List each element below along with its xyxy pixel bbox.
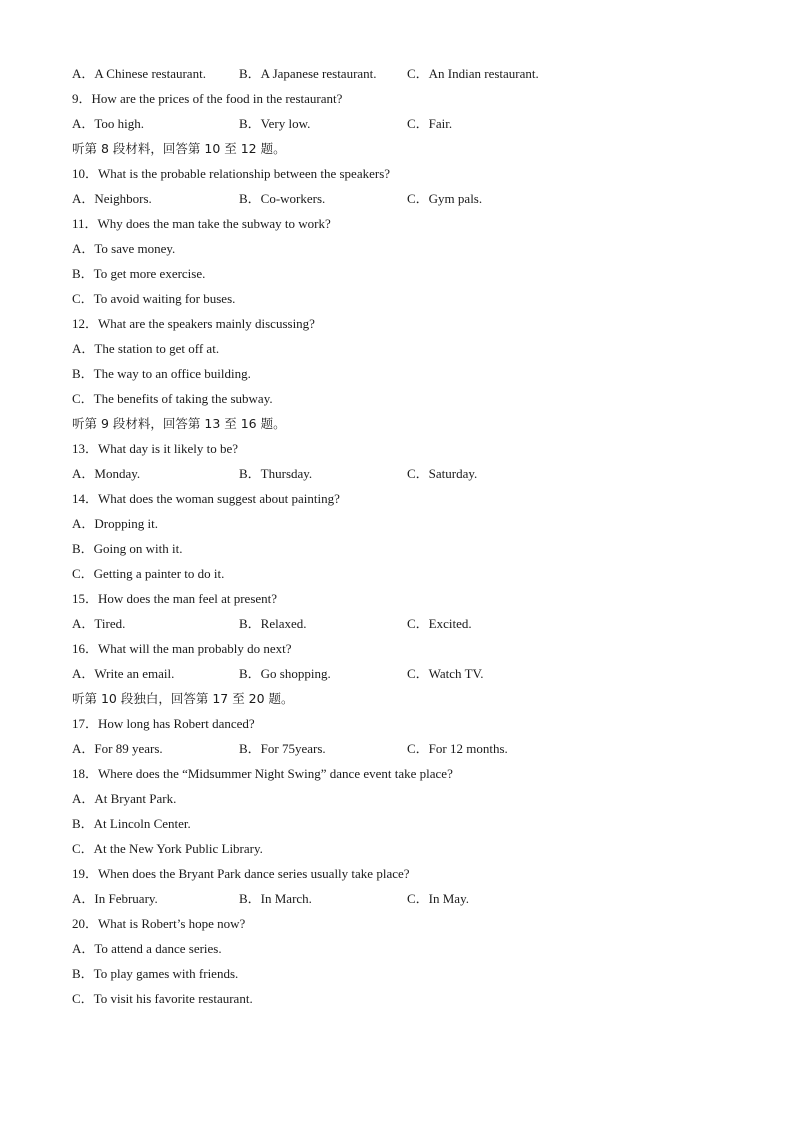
option-a: A．Neighbors. [72, 191, 152, 206]
option-a: A．Tired. [72, 616, 126, 631]
option-a: A．Monday. [72, 466, 141, 481]
option-line: B．At Lincoln Center. [72, 816, 191, 831]
option-b: B．Go shopping. [239, 666, 331, 681]
question-text: 20．What is Robert’s hope now? [72, 916, 246, 931]
option-b: B．For 75years. [239, 741, 326, 756]
section-instruction: 听第 9 段材料，回答第 13 至 16 题。 [72, 416, 286, 431]
option-b: B．Thursday. [239, 466, 313, 481]
option-row [72, 661, 752, 686]
option-c: C．An Indian restaurant. [407, 66, 539, 81]
option-line: B．To play games with friends. [72, 966, 239, 981]
question-text: 10．What is the probable relationship between the speakers? [72, 166, 391, 181]
option-row [72, 611, 752, 636]
question-text: 17．How long has Robert danced? [72, 716, 255, 731]
option-row [72, 886, 752, 911]
question-text: 11．Why does the man take the subway to work? [72, 216, 331, 231]
option-line: B．Going on with it. [72, 541, 183, 556]
option-line: A．To attend a dance series. [72, 941, 222, 956]
option-line: C．To avoid waiting for buses. [72, 291, 236, 306]
question-text: 16．What will the man probably do next? [72, 641, 292, 656]
question-text: 15．How does the man feel at present? [72, 591, 278, 606]
option-line: C．Getting a painter to do it. [72, 566, 225, 581]
option-line: C．The benefits of taking the subway. [72, 391, 273, 406]
option-line: A．The station to get off at. [72, 341, 220, 356]
option-a: A．Write an email. [72, 666, 175, 681]
option-c: C．Fair. [407, 116, 453, 131]
option-a: A．Too high. [72, 116, 145, 131]
option-line: A．Dropping it. [72, 516, 158, 531]
option-line: A．To save money. [72, 241, 176, 256]
option-row [72, 461, 752, 486]
section-instruction: 听第 8 段材料，回答第 10 至 12 题。 [72, 141, 286, 156]
question-text: 9．How are the prices of the food in the restaurant? [72, 91, 343, 106]
option-row [72, 736, 752, 761]
option-b: B．In March. [239, 891, 312, 906]
option-line: A．At Bryant Park. [72, 791, 177, 806]
option-c: C．In May. [407, 891, 469, 906]
option-row [72, 111, 752, 136]
section-instruction: 听第 10 段独白，回答第 17 至 20 题。 [72, 691, 294, 706]
option-b: B．Relaxed. [239, 616, 307, 631]
option-b: B．Very low. [239, 116, 311, 131]
option-line: B．The way to an office building. [72, 366, 251, 381]
option-a: A．For 89 years. [72, 741, 163, 756]
option-c: C．Saturday. [407, 466, 478, 481]
option-c: C．Gym pals. [407, 191, 483, 206]
document-page [72, 61, 752, 1011]
option-line: C．At the New York Public Library. [72, 841, 263, 856]
option-b: B．A Japanese restaurant. [239, 66, 377, 81]
question-text: 13．What day is it likely to be? [72, 441, 239, 456]
option-a: A．In February. [72, 891, 158, 906]
option-c: C．For 12 months. [407, 741, 508, 756]
question-text: 12．What are the speakers mainly discussing? [72, 316, 315, 331]
option-line: B．To get more exercise. [72, 266, 206, 281]
option-b: B．Co-workers. [239, 191, 326, 206]
question-text: 19．When does the Bryant Park dance series usually take place? [72, 866, 410, 881]
option-c: C．Excited. [407, 616, 472, 631]
question-text: 18．Where does the “Midsummer Night Swing” dance event take place? [72, 766, 453, 781]
option-row [72, 186, 752, 211]
question-text: 14．What does the woman suggest about painting? [72, 491, 340, 506]
option-c: C．Watch TV. [407, 666, 484, 681]
option-line: C．To visit his favorite restaurant. [72, 991, 253, 1006]
option-row [72, 61, 752, 86]
option-a: A．A Chinese restaurant. [72, 66, 206, 81]
